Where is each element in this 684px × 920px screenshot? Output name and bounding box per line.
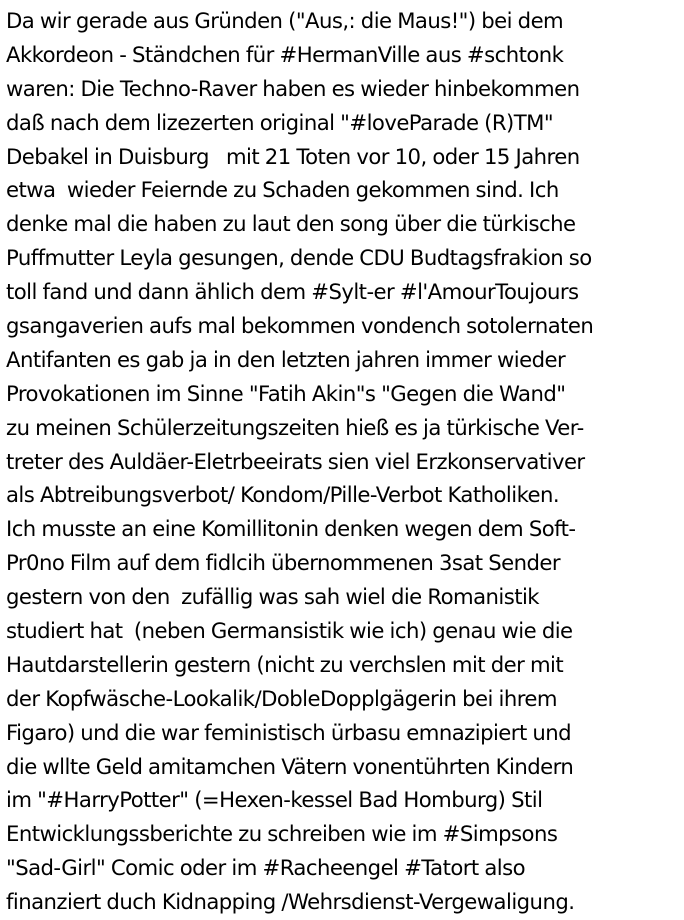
text-line: Provokationen im Sinne "Fatih Akin"s "Gegen die Wand"	[6, 380, 566, 406]
text-line: denke mal die haben zu laut den song über die türkische	[6, 211, 576, 237]
text-line: toll fand und dann ählich dem #Sylt-er #l'AmourToujours	[6, 279, 579, 305]
text-line: Akkordeon - Ständchen für #HermanVille aus #schtonk	[6, 41, 564, 67]
text-line: Puffmutter Leyla gesungen, dende CDU Budtagsfrakion so	[6, 245, 592, 271]
text-line: treter des Auldäer-Eletrbeeirats sien viel Erzkonservativer	[6, 448, 585, 474]
text-line: Pr0no Film auf dem fidlcih übernommenen 3sat Sender	[6, 550, 561, 576]
text-line: Debakel in Duisburg mit 21 Toten vor 10, oder 15 Jahren	[6, 143, 580, 169]
text-line: als Abtreibungsverbot/ Kondom/Pille-Verbot Katholiken.	[6, 482, 560, 508]
text-line: Entwicklungssberichte zu schreiben wie im #Simpsons	[6, 821, 558, 847]
text-line: gestern von den zufällig was sah wiel die Romanistik	[6, 584, 540, 610]
text-line: waren: Die Techno-Raver haben es wieder hinbekommen	[6, 75, 580, 101]
text-line: finanziert duch Kidnapping /Wehrsdienst-Vergewaligung.	[6, 889, 575, 915]
text-line: zu meinen Schülerzeitungszeiten hieß es ja türkische Ver-	[6, 414, 584, 440]
text-line: der Kopfwäsche-Lookalik/DobleDopplgägerin bei ihrem	[6, 685, 557, 711]
text-line: "Sad-Girl" Comic oder im #Racheengel #Tatort also	[6, 855, 526, 881]
text-line: gsangaverien aufs mal bekommen vondench sotolernaten	[6, 313, 594, 339]
text-line: Da wir gerade aus Gründen ("Aus,: die Maus!") bei dem	[6, 8, 564, 33]
text-line: studiert hat (neben Germansistik wie ich) genau wie die	[6, 618, 573, 644]
text-line: Hautdarstellerin gestern (nicht zu verchslen mit der mit	[6, 651, 564, 677]
text-line: Antifanten es gab ja in den letzten jahren immer wieder	[6, 346, 566, 372]
text-line: im "#HarryPotter" (=Hexen-kessel Bad Homburg) Stil	[6, 787, 543, 813]
text-line: etwa wieder Feiernde zu Schaden gekommen sind. Ich	[6, 177, 559, 203]
text-line: Ich musste an eine Komillitonin denken wegen dem Soft-	[6, 516, 576, 542]
text-line: daß nach dem lizezerten original "#loveParade (R)TM"	[6, 109, 554, 135]
text-line: Figaro) und die war feministisch ürbasu emnazipiert und	[6, 719, 572, 745]
text-line: die wllte Geld amitamchen Vätern vonentührten Kindern	[6, 753, 574, 779]
